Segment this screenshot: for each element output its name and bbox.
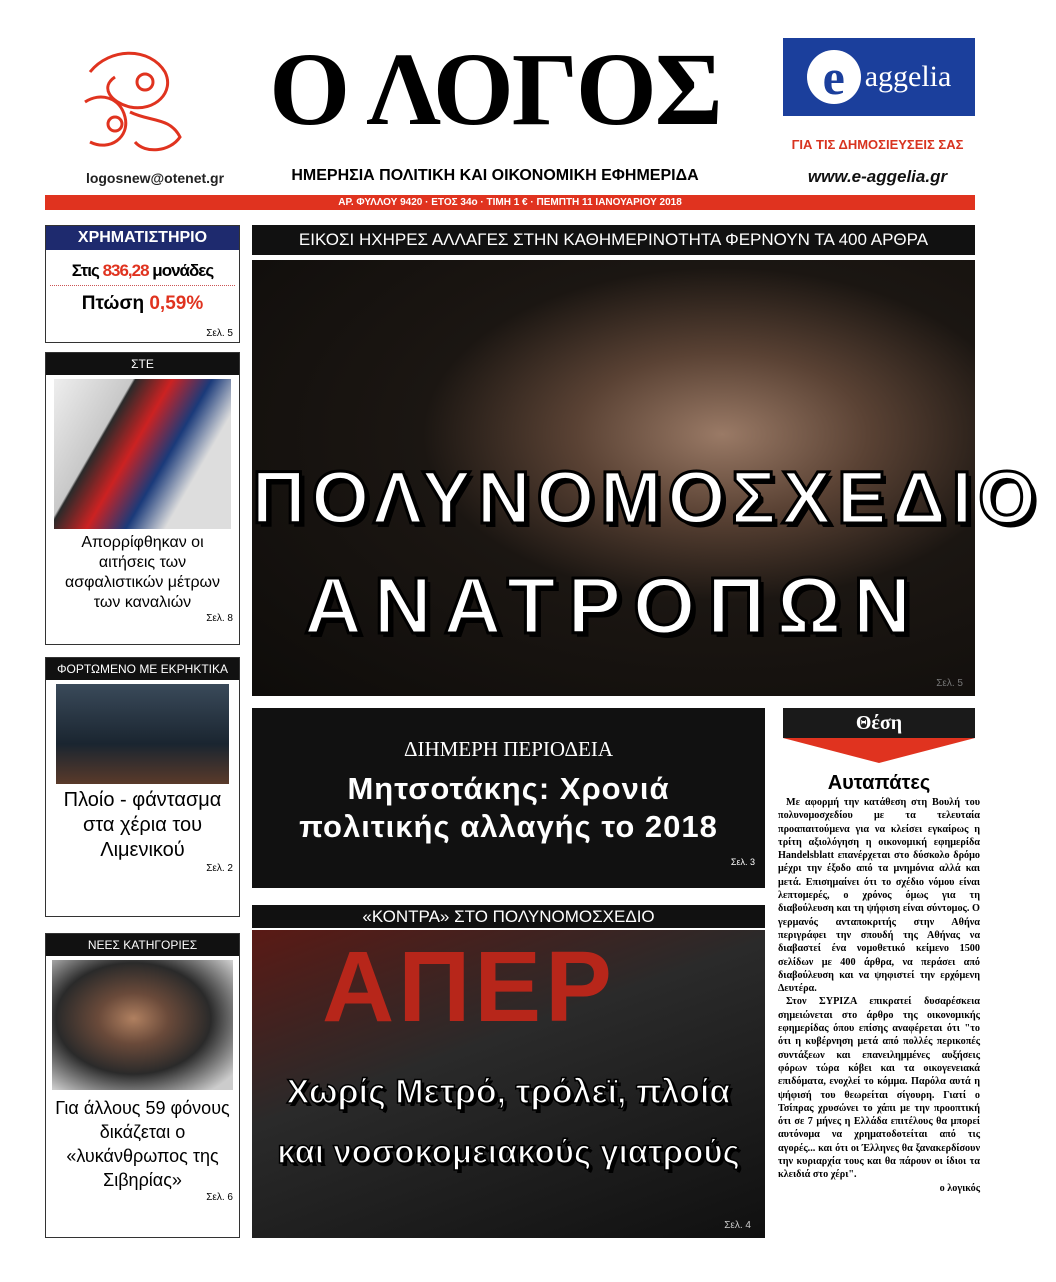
page-ref: Σελ. 4	[724, 1220, 751, 1231]
mid-kicker: ΔΙΗΜΕΡΗ ΠΕΡΙΟΔΕΙΑ	[403, 737, 614, 761]
defendant-photo	[52, 960, 233, 1090]
opinion-label: Θέση	[855, 712, 903, 734]
mid-title-line2: πολιτικής αλλαγής το 2018	[299, 809, 718, 844]
ship-text: Πλοίο - φάντασμα στα χέρια του Λιμενικού	[63, 789, 222, 861]
page-ref: Σελ. 8	[206, 613, 233, 624]
stock-index-line: Στις 836,28 μονάδες	[50, 260, 235, 286]
newspaper-subtitle: ΗΜΕΡΗΣΙΑ ΠΟΛΙΤΙΚΗ ΚΑΙ ΟΙΚΟΝΟΜΙΚΗ ΕΦΗΜΕΡΙΔΑ	[291, 167, 699, 184]
ad-tagline: ΓΙΑ ΤΙΣ ΔΗΜΟΣΙΕΥΣΕΙΣ ΣΑΣ	[791, 137, 964, 152]
strike-title-line2: και νοσοκομειακούς γιατρούς	[277, 1133, 740, 1170]
opinion-article	[778, 770, 980, 1195]
e-logo-icon: e	[807, 50, 861, 104]
mitsotakis-story[interactable]	[252, 708, 765, 888]
ghost-ship-story[interactable]	[45, 657, 240, 917]
mid-title-line1: Μητσοτάκης: Χρονιά	[347, 771, 670, 806]
strike-title-line1: Χωρίς Μετρό, τρόλεϊ, πλοία	[286, 1073, 731, 1111]
stock-market-box[interactable]	[45, 225, 240, 343]
contact-email: logosnew@otenet.gr	[85, 170, 225, 186]
main-headline-bar[interactable]: ΕΙΚΟΣΙ ΗΧΗΡΕΣ ΑΛΛΑΓΕΣ ΣΤΗΝ ΚΑΘΗΜΕΡΙΝΟΤΗΤΑ ΦΕΡΝΟΥΝ ΤΑ 400 ΑΡΘΡΑ	[252, 225, 975, 255]
opinion-banner	[783, 708, 975, 763]
page-ref: Σελ. 5	[206, 328, 233, 339]
newspaper-title: Ο ΛΟΓΟΣ	[269, 32, 721, 147]
charges-story[interactable]	[45, 933, 240, 1238]
stock-change-line: Πτώση 0,59%	[81, 293, 204, 314]
stock-header: ΧΡΗΜΑΤΙΣΤΗΡΙΟ	[46, 226, 239, 250]
page-ref: Σελ. 3	[730, 857, 755, 867]
ad-url[interactable]: www.e-aggelia.gr	[807, 167, 948, 186]
page-ref: Σελ. 2	[206, 863, 233, 874]
microphones-photo	[54, 379, 231, 529]
ste-header: ΣΤΕ	[46, 353, 239, 375]
ste-story[interactable]	[45, 352, 240, 645]
page-ref: Σελ. 5	[936, 678, 963, 689]
main-story-photo[interactable]	[252, 260, 1042, 696]
page-ref: Σελ. 6	[206, 1192, 233, 1203]
kontra-bar[interactable]: «ΚΟΝΤΡΑ» ΣΤΟ ΠΟΛΥΝΟΜΟΣΧΕΔΙΟ	[252, 905, 765, 928]
charges-header: ΝΕΕΣ ΚΑΤΗΓΟΡΙΕΣ	[46, 934, 239, 956]
article-title: Αυταπάτες	[827, 772, 931, 794]
newspaper-logo-illustration	[70, 42, 195, 162]
article-paragraph: Στον ΣΥΡΙΖΑ επικρατεί δυσαρέσκεια σημειώνεται στο άρθρο της οικονομικής εφημερίδας όπου επίσης αναφέρεται ότι "το ότι η κυβέρνηση μετά από πολλές περικοπές συντάξεων και επανειλημμένες αυξήσεις φόρων τώρα κόβει και τα οικογενειακά επιδόματα, ενοχλεί το κόμμα. Παρόλα αυτά η ψήφισή του θεωρείται σίγουρη. Γιατί ο Τσίπρας χρυσώνει το χάπι με την προοπτική ότι σε 7 μήνες η Ελλάδα επιτέλους θα μπορεί αυτόνομα να χρηματοδοτείται από τις αγορές... και ότι οι Έλληνες θα ξανακερδίσουν την κυριαρχία τους και θα πάρουν οι ίδιοι τα κλειδιά στο χέρι".	[778, 996, 980, 1181]
main-headline-line2: ΑΝΑΤΡΟΠΩΝ	[304, 561, 923, 650]
ship-header: ΦΟΡΤΩΜΕΝΟ ΜΕ ΕΚΡΗΚΤΙΚΑ	[46, 658, 239, 680]
charges-text: Για άλλους 59 φόνους δικάζεται ο «λυκάνθρωπος της Σιβηρίας»	[55, 1098, 230, 1190]
strike-banner-text: ΑΠΕΡ	[322, 931, 616, 1043]
issue-info-bar: ΑΡ. ΦΥΛΛΟΥ 9420 · ΕΤΟΣ 34ο · ΤΙΜΗ 1 € · ΠΕΜΠΤΗ 11 ΙΑΝΟΥΑΡΙΟΥ 2018	[45, 195, 975, 210]
article-author: ο λογικός	[939, 1182, 980, 1194]
main-headline-line1: ΠΟΛΥΝΟΜΟΣΧΕΔΙΟ	[252, 456, 1042, 539]
article-paragraph: Με αφορμή την κατάθεση στη Βουλή του πολυνομοσχεδίου με τα τελευταία προαπαιτούμενα για να κλείσει εγκαίρως η τρίτη αξιολόγηση η οικονομική εφημερίδα Handelsblatt επανέρχεται στο δύσκολο δρόμο μέχρι την έξοδο από τα μνημόνια αλλά και μετά. Επισημαίνει ότι το σχέδιο νόμου είναι λεπτομερές, ο χρόνος όμως για τη διαβούλευση και τη ψήφιση είναι σύντομος. Ο γερμανός ανταποκριτής στην Αθήνα περιγράφει την σπουδή της Αθήνας να διαβαστεί ένα νομοθετικό κείμενο 1500 σελίδων με 400 άρθρα, να περάσει από διαβούλευση και να ψηφιστεί την ερχόμενη Δευτέρα.	[778, 797, 980, 995]
e-aggelia-ad-logo[interactable]	[783, 38, 975, 116]
coast-guard-photo	[56, 684, 229, 784]
ste-text: Απορρίφθηκαν οι αιτήσεις των ασφαλιστικών μέτρων των καναλιών	[64, 534, 221, 611]
ad-logo-text: aggelia	[864, 60, 952, 93]
strike-story-photo[interactable]	[252, 930, 765, 1238]
